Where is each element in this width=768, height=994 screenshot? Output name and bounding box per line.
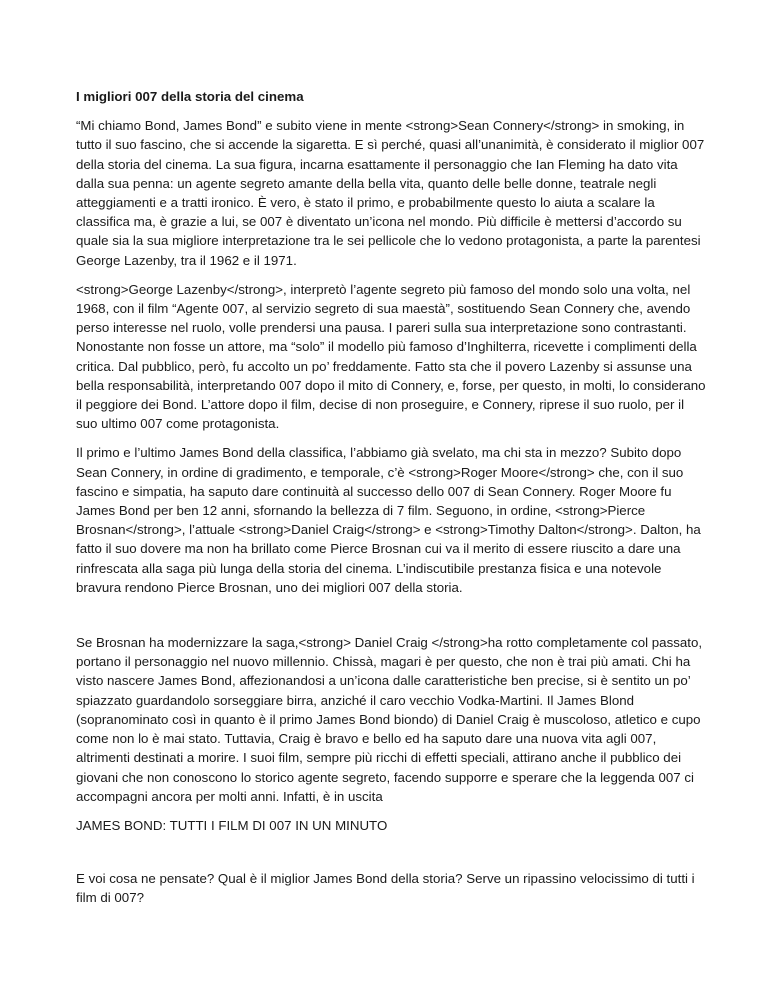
paragraph-sean-connery: “Mi chiamo Bond, James Bond” e subito viene in mente <strong>Sean Connery</strong> in smoking, in tutto il suo fascino, che si accende la sigaretta. E sì perché, quasi all’unanimità, è considerato il miglior 007 della storia del cinema. La sua figura, incarna esattamente il personaggio che Ian Fleming ha dato vita dalla sua penna: un agente segreto amante della bella vita, quanto delle belle donne, teatrale negli atteggiamenti e a tratti ironico. È vero, è stato il primo, e probabilmente questo lo aiuta a scalare la classifica ma, è grazie a lui, se 007 è diventato un’icona nel mondo. Più difficile è mettersi d’accordo su quale sia la sua migliore interpretazione tra le sei pellicole che lo vedono protagonista, a parte la parentesi George Lazenby, tra il 1962 e il 1971. <box>76 118 705 268</box>
video-heading: JAMES BOND: TUTTI I FILM DI 007 IN UN MINUTO <box>76 817 388 833</box>
paragraph-closing-question: E voi cosa ne pensate? Qual è il miglior James Bond della storia? Serve un ripassino velocissimo di tutti i film di 007? <box>76 871 695 906</box>
document-page <box>76 87 708 918</box>
blank-line <box>76 607 708 633</box>
document-title: I migliori 007 della storia del cinema <box>76 89 304 104</box>
blank-line <box>76 845 708 869</box>
paragraph-daniel-craig: Se Brosnan ha modernizzare la saga,<strong> Daniel Craig </strong>ha rotto completamente col passato, portano il personaggio nel nuovo millennio. Chissà, magari è per questo, che non è trai più amati. Chi ha visto nascere James Bond, affezionandosi a un’icona dalle caratteristiche ben precise, si è sentito un po’ spiazzato guardandolo sorseggiare birra, anziché il caro vecchio Vodka-Martini. Il James Blond (sopranominato così in quanto è il primo James Bond biondo) di Daniel Craig è muscoloso, atletico e cupo come non lo è mai stato. Tuttavia, Craig è bravo e bello ed ha saputo dare una nuova vita agli 007, altrimenti destinati a morire. I suoi film, sempre più ricchi di effetti speciali, attirano anche il pubblico dei giovani che non conoscono lo storico agente segreto, facendo supporre e sperare che la leggenda 007 ci accompagni ancora per molti anni. Infatti, è in uscita <box>76 635 703 804</box>
paragraph-ranking: Il primo e l’ultimo James Bond della classifica, l’abbiamo già svelato, ma chi sta in mezzo? Subito dopo Sean Connery, in ordine di gradimento, e temporale, c’è <strong>Roger Moore</strong> che, con il suo fascino e simpatia, ha saputo dare continuità al successo dello 007 di Sean Connery. Roger Moore fu James Bond per ben 12 anni, sfornando la bellezza di 7 film. Seguono, in ordine, <strong>Pierce Brosnan</strong>, l’attuale <strong>Daniel Craig</strong> e <strong>Timothy Dalton</strong>. Dalton, ha fatto il suo dovere ma non ha brillato come Pierce Brosnan cui va il merito di essere riuscito a dare una rinfrescata alla saga più lunga della storia del cinema. L’indiscutibile prestanza fisica e una notevole bravura rendono Pierce Brosnan, uno dei migliori 007 della storia. <box>76 445 701 595</box>
paragraph-george-lazenby: <strong>George Lazenby</strong>, interpretò l’agente segreto più famoso del mondo solo una volta, nel 1968, con il film “Agente 007, al servizio segreto di sua maestà”, sostituendo Sean Connery che, avendo perso interesse nel ruolo, volle prendersi una pausa. I pareri sulla sua interpretazione sono contrastanti. Nonostante non fosse un attore, ma “solo” il modello più famoso d’Inghilterra, ricevette i complimenti della critica. Dal pubblico, però, fu accolto un po’ freddamente. Fatto sta che il povero Lazenby si assunse una bella responsabilità, interpretando 007 dopo il mito di Connery, e, forse, per questo, in molti, lo considerano il peggiore dei Bond. L’attore dopo il film, decise di non proseguire, e Connery, riprese il suo ruolo, per il suo ultimo 007 come protagonista. <box>76 281 706 432</box>
